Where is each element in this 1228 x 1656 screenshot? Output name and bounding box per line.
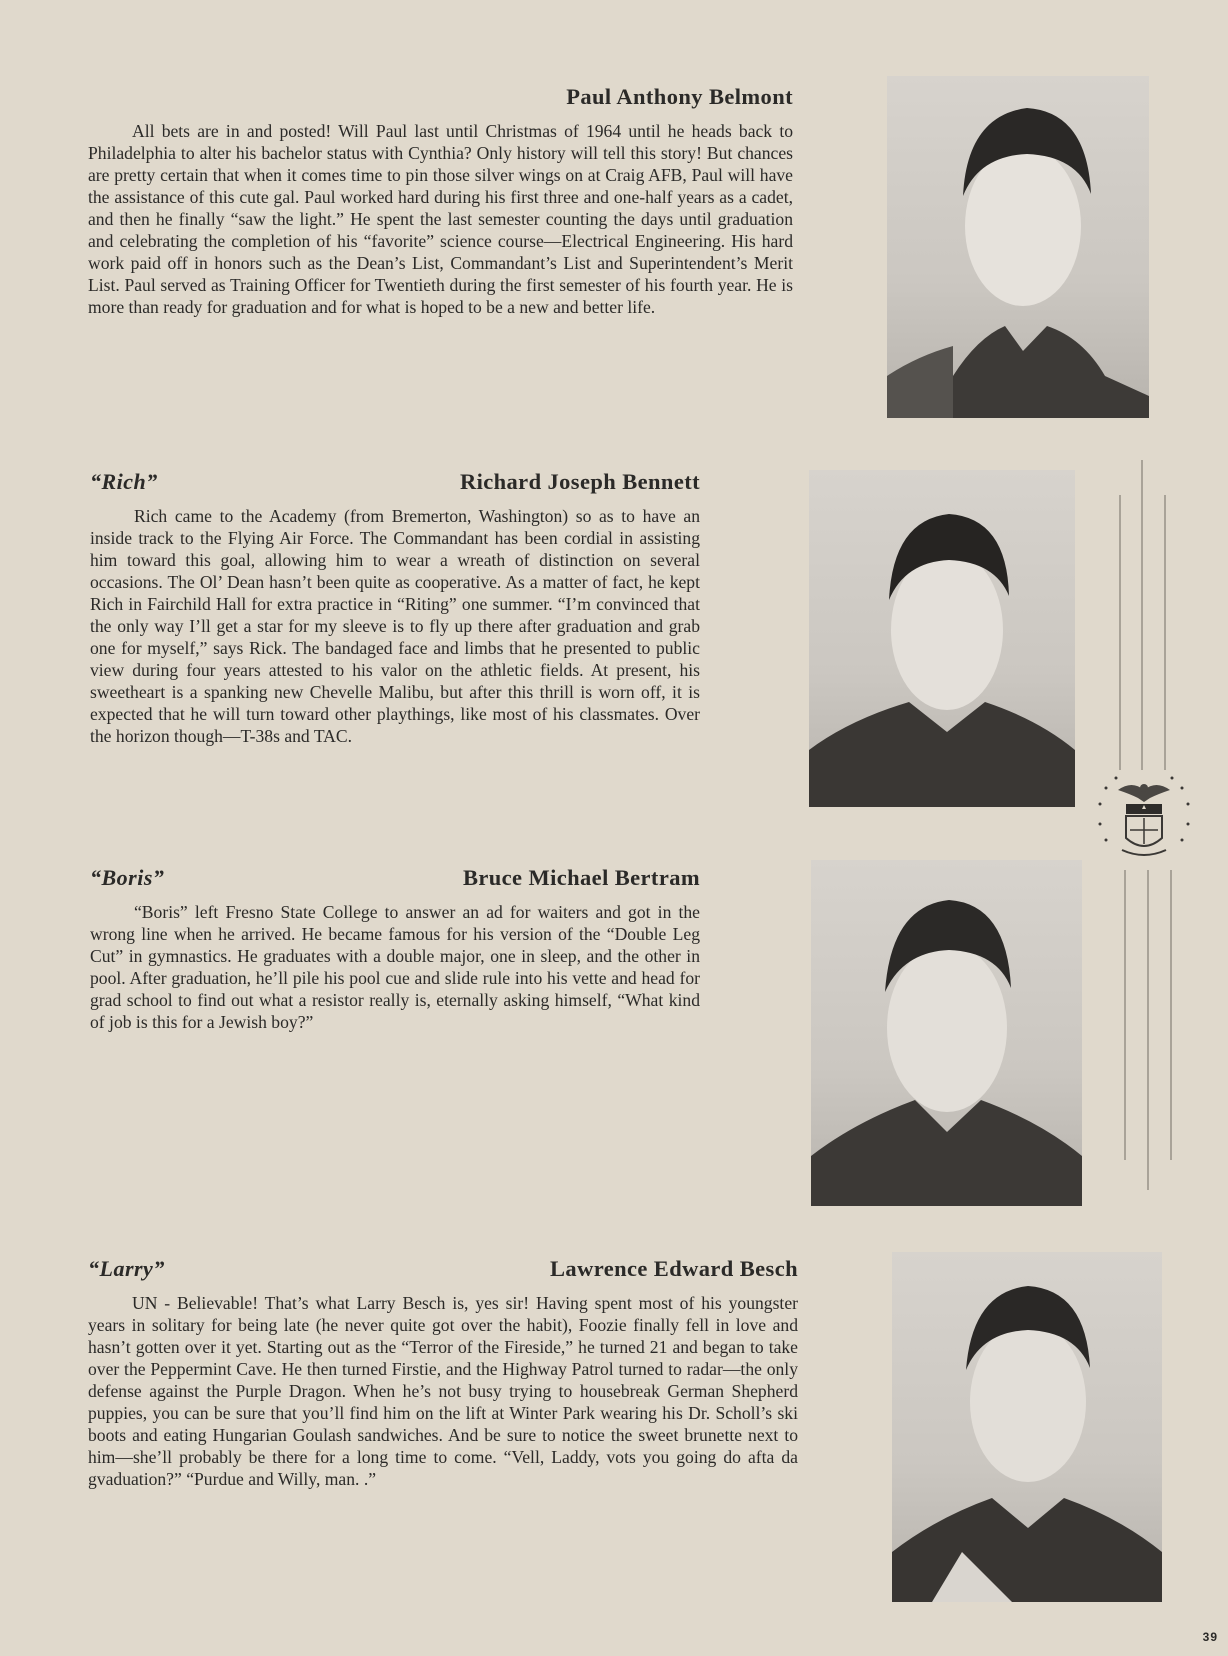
decorative-line <box>1141 460 1143 770</box>
biography-text: “Boris” left Fresno State College to answer an ad for waiters and got in the wrong line when he arrived. He became famous for his version of the “Double Leg Cut” in gymnastics. He graduates with a double major, one in sleep, and the other in pool. After graduation, he’ll pile his pool cue and slide rule into his vette and head for grad school to find out what a resistor really is, eternally asking himself, “What kind of job is this for a Jewish boy?” <box>90 902 700 1032</box>
page-number: 39 <box>1202 1630 1218 1644</box>
decorative-line <box>1170 870 1172 1160</box>
entry-besch <box>88 1256 798 1490</box>
entry-bertram <box>90 865 700 1033</box>
decorative-line <box>1164 495 1166 770</box>
entry-bennett <box>90 469 700 747</box>
biography-text: All bets are in and posted! Will Paul last until Christmas of 1964 until he heads back to Philadelphia to alter his bachelor status with Cynthia? Only history will tell this story! But chances are pretty certain that when it comes time to pin those silver wings on at Craig AFB, Paul will have the assistance of this cute gal. Paul worked hard during his first three and one-half years as a cadet, and then he finally “saw the light.” He spent the last semester counting the days until graduation and celebrating the completion of his “favorite” science course—Electrical Engineering. His hard work paid off in honors such as the Dean’s List, Commandant’s List and Superintendent’s Merit List. Paul served as Training Officer for Twentieth during the first semester of his fourth year. He is more than ready for graduation and for what is hoped to be a new and better life. <box>88 121 793 317</box>
decorative-line <box>1124 870 1126 1160</box>
cadet-name: Richard Joseph Bennett <box>459 469 700 494</box>
decorative-line <box>1119 495 1121 770</box>
cadet-name: Bruce Michael Bertram <box>462 865 700 890</box>
nickname: “Rich” <box>90 469 158 494</box>
entry-belmont <box>88 84 793 318</box>
biography-text: UN - Believable! That’s what Larry Besch is, yes sir! Having spent most of his youngster years in solitary for being late (he never quite got over the habit), Foozie finally fell in love and hasn’t gotten over it yet. Starting out as the “Terror of the Fireside,” he turned 21 and began to take over the Peppermint Cave. He then turned Firstie, and the Highway Patrol turned to radar—the only defense against the Purple Dragon. When he’s not busy trying to housebreak German Shepherd puppies, you can be sure that you’ll find him on the lift at Winter Park wearing his Dr. Scholl’s ski boots and eating Hungarian Goulash sandwiches. And be sure to notice the sweet brunette next to him—she’ll probably be there for a long time to come. “Vell, Laddy, vots you going do afta da gvaduation?” “Purdue and Willy, man. .” <box>88 1293 798 1489</box>
portrait-photo-bertram <box>811 860 1082 1206</box>
portrait-photo-belmont <box>887 76 1149 418</box>
biography-text: Rich came to the Academy (from Bremerton, Washington) so as to have an inside track to the Flying Air Force. The Commandant has been cordial in assisting him toward this goal, allowing him to wear a wreath of distinction on several occasions. The Ol’ Dean hasn’t been quite as cooperative. As a matter of fact, he kept Rich in Fairchild Hall for extra practice in “Riting” one summer. “I’m convinced that the only way I’ll get a star for my sleeve is to fly up there after graduation and grab one for myself,” says Rick. The bandaged face and limbs that he presented to public view during four years attested to his valor on the athletic fields. At present, his sweetheart is a spanking new Chevelle Malibu, but after this thrill is worn off, it is expected that he will turn toward other playthings, like most of his classmates. Over the horizon though—T-38s and TAC. <box>90 506 700 746</box>
entry-header <box>90 865 700 895</box>
cadet-name: Lawrence Edward Besch <box>550 1256 798 1281</box>
air-force-academy-crest-icon <box>1092 768 1196 872</box>
entry-header <box>88 84 793 114</box>
entry-header <box>88 1256 798 1286</box>
entry-header <box>90 469 700 499</box>
decorative-line <box>1147 870 1149 1190</box>
portrait-photo-besch <box>892 1252 1162 1602</box>
nickname: “Larry” <box>88 1256 165 1281</box>
cadet-name: Paul Anthony Belmont <box>566 84 793 109</box>
nickname: “Boris” <box>90 865 165 890</box>
portrait-photo-bennett <box>809 470 1075 807</box>
